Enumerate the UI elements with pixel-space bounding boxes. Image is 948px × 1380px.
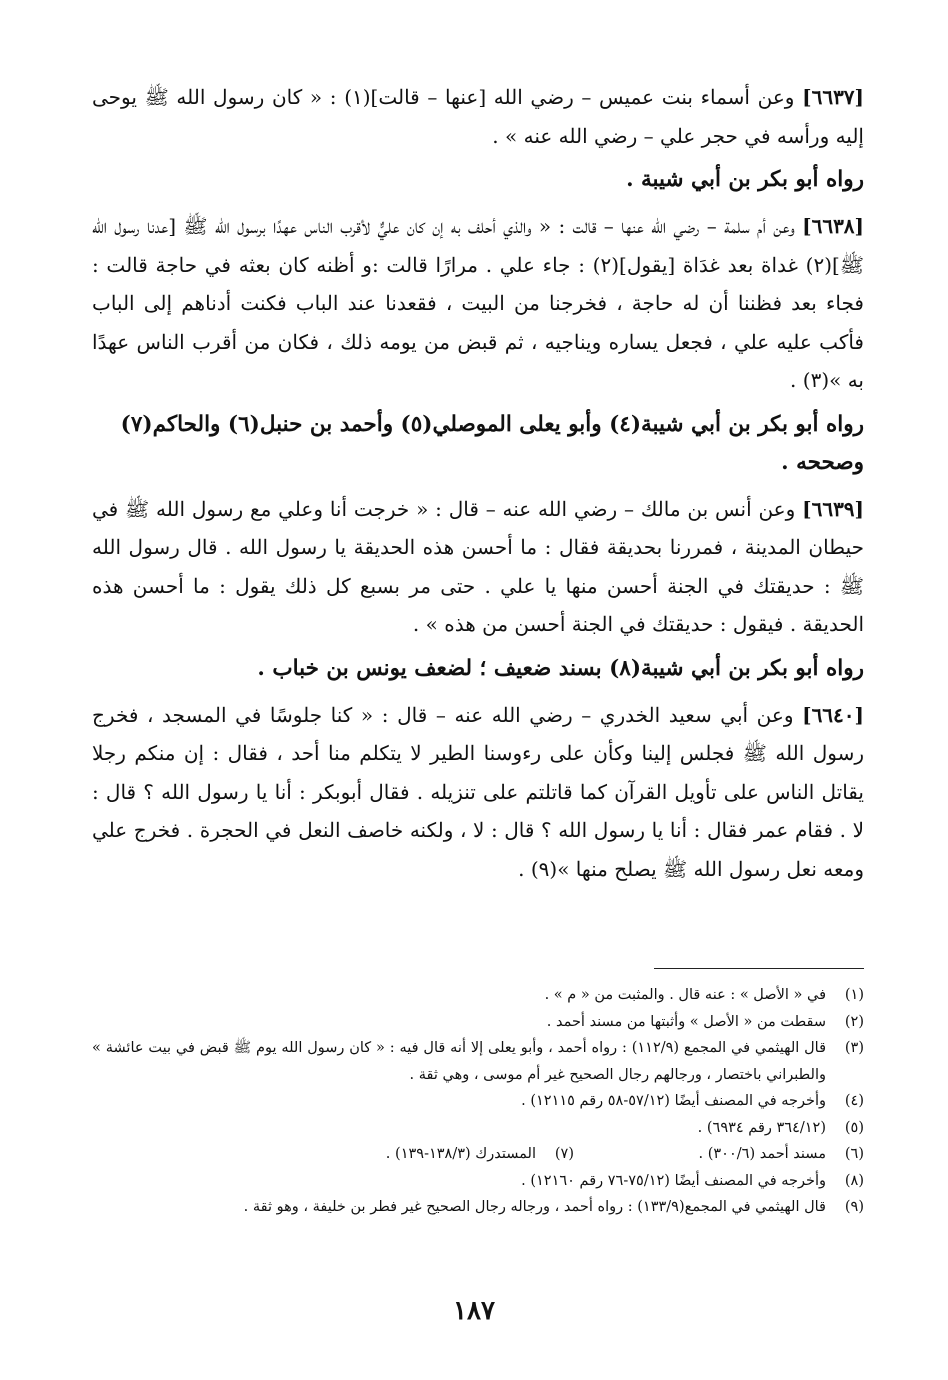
hadith-number: [٦٦٤٠] xyxy=(802,702,864,727)
hadith-text: وعن أبي سعيد الخدري – رضي الله عنه – قال : « كنا جلوسًا في المسجد ، فخرج رسول الله ﷺ فجلس إلينا وكأن على رءوسنا الطير لا يتكلم منا أحد ، فقال : إن منكم رجلا يقاتل الناس على تأويل القرآن كما قاتلتم على تنزيله . فقال أبوبكر : أنا يا رسول الله ؟ قال : لا . فقام عمر فقال : أنا يا رسول الله ؟ قال : لا ، ولكنه خاصف النعل في الحجرة . فخرج علي ومعه نعل رسول الله ﷺ يصلح منها »(٩) . xyxy=(92,702,865,881)
narration-6637: رواه أبو بكر بن أبي شيبة . xyxy=(626,167,864,192)
footnote-text: وأخرجه في المصنف أيضًا (٥٧/١٢-٥٨ رقم ١٢١١٥) . xyxy=(521,1093,826,1109)
hadith-6638 xyxy=(92,207,864,400)
footnote-number: (٨) xyxy=(844,1172,864,1189)
footnote-text: في « الأصل » : عنه قال . والمثبت من « م » . xyxy=(544,987,826,1003)
hadith-text: وعن أم سلمة – رضي الله عنها – قالت : « والذي أحلف به إن كان عليٌّ لأقرب الناس عهدًا برسول الله ﷺ [عدنا رسول الله ﷺ](٢) غداة بعد غدَاة [يقول](٢) : جاء علي . مرارًا قالت :و أظنه كان بعثه في حاجة قالت : فجاء بعد فظننا أن له حاجة ، فخرجنا من البيت ، فقعدنا عند الباب فكنت أدناهم إلى الباب فأكب عليه علي ، فجعل يساره ويناجيه ، ثم قبض من يومه ذلك ، فكان من أقرب الناس عهدًا به »(٣) . xyxy=(92,214,864,392)
footnote-divider xyxy=(654,968,864,969)
hadith-number: [٦٦٣٨] xyxy=(802,214,865,238)
hadith-6640 xyxy=(92,696,864,889)
footnote-text: قال الهيثمي في المجمع(١٣٣/٩) : رواه أحمد ، ورجاله رجال الصحيح غير فطر بن خليفة ، وهو ثقة . xyxy=(243,1199,826,1215)
hadith-6637 xyxy=(92,78,864,155)
footnotes xyxy=(92,982,864,1221)
hadith-text: وعن أنس بن مالك – رضي الله عنه – قال : « خرجت أنا وعلي مع رسول الله ﷺ في حيطان المدينة ، فمررنا بحديقة فقال : ما أحسن هذه الحديقة يا رسول الله . قال رسول الله ﷺ : حديقتك في الجنة أحسن منها يا علي . حتى مر بسبع كل ذلك يقول : ما أحسن هذه الحديقة . فيقول : حديقتك في الجنة أحسن من هذه » . xyxy=(92,496,864,636)
footnote-7 xyxy=(284,1141,574,1168)
footnote-number: (٧) xyxy=(554,1146,574,1162)
hadith-number: [٦٦٣٧] xyxy=(802,85,865,109)
footnote-text: المستدرك (١٣٨/٣-١٣٩) . xyxy=(385,1146,536,1162)
page-number: ١٨٧ xyxy=(453,1296,495,1326)
footnote-number: (٢) xyxy=(844,1013,864,1030)
footnote-pair-6-7 xyxy=(92,1141,864,1168)
footnote-number: (٦) xyxy=(844,1146,864,1162)
footnote-3 xyxy=(92,1035,864,1088)
footnote-text: وأخرجه في المصنف أيضًا (٧٥/١٢-٧٦ رقم ١٢١٦٠) . xyxy=(521,1172,826,1189)
narration-6638: رواه أبو بكر بن أبي شيبة(٤) وأبو يعلى الموصلي(٥) وأحمد بن حنبل(٦) والحاكم(٧) وصححه . xyxy=(120,411,864,475)
footnote-number: (٣) xyxy=(844,1040,864,1056)
footnote-1 xyxy=(92,982,864,1009)
hadith-text: وعن أسماء بنت عميس – رضي الله [عنها – قالت](١) : « كان رسول الله ﷺ يوحى إليه ورأسه في حجر علي – رضي الله عنه » . xyxy=(92,85,864,148)
footnote-number: (٩) xyxy=(844,1199,864,1215)
footnote-text: قال الهيثمي في المجمع (١١٢/٩) : رواه أحمد ، وأبو يعلى إلا أنه قال فيه : « كان رسول الله يوم ﷺ قبض في بيت عائشة » والطبراني باختصار ، ورجالهم رجال الصحيح غير أم موسى ، وهي ثقة . xyxy=(92,1040,826,1083)
hadith-number: [٦٦٣٩] xyxy=(802,496,865,521)
footnote-2 xyxy=(92,1009,864,1036)
narration-6639: رواه أبو بكر بن أبي شيبة(٨) بسند ضعيف ؛ لضعف يونس بن خباب . xyxy=(257,655,864,681)
footnote-number: (١) xyxy=(844,987,864,1003)
hadith-6639 xyxy=(92,490,864,644)
footnote-number: (٥) xyxy=(844,1119,864,1136)
footnote-text: مسند أحمد (٣٠٠/٦) . xyxy=(698,1146,826,1162)
footnote-6 xyxy=(574,1141,864,1168)
footnote-5 xyxy=(92,1115,864,1142)
footnote-number: (٤) xyxy=(844,1093,864,1109)
footnote-8 xyxy=(92,1168,864,1195)
footnote-text: سقطت من « الأصل » وأثبتها من مسند أحمد . xyxy=(546,1013,826,1030)
footnote-text: (٣٦٤/١٢ رقم ٦٩٣٤) . xyxy=(697,1119,826,1136)
footnote-4 xyxy=(92,1088,864,1115)
footnote-9 xyxy=(92,1194,864,1221)
